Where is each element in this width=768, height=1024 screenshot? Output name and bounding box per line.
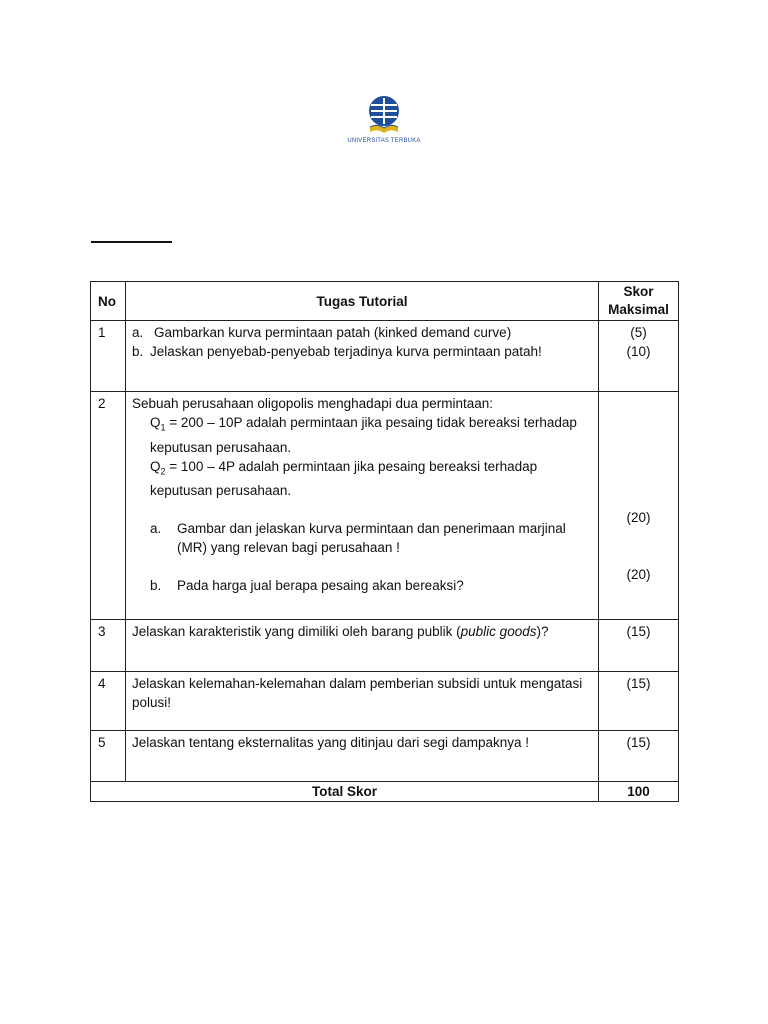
task-text-end: )? <box>536 624 549 639</box>
item-text-line: (MR) yang relevan bagi perusahaan ! <box>177 540 400 556</box>
item-text: Pada harga jual berapa pesaing akan bereaksi? <box>177 578 464 594</box>
total-value: 100 <box>599 782 679 802</box>
task-text: polusi! <box>132 695 172 710</box>
score-cell <box>599 392 679 620</box>
table-row <box>91 620 679 672</box>
university-logo <box>346 94 422 150</box>
ut-emblem-icon <box>364 94 404 138</box>
tutorial-task-table <box>90 281 679 802</box>
table-row <box>91 321 679 392</box>
q2-text: = 100 – 4P adalah permintaan jika pesaing bereaksi terhadap <box>165 458 538 474</box>
column-header-task: Tugas Tutorial <box>126 282 599 321</box>
q1-text: = 200 – 10P adalah permintaan jika pesaing tidak bereaksi terhadap <box>165 415 577 430</box>
task-text-italic: public goods <box>460 624 537 639</box>
score-value: (5) <box>630 325 647 340</box>
table-row <box>91 392 679 620</box>
task-item <box>132 576 592 595</box>
task-cell <box>126 392 599 620</box>
row-number: 2 <box>91 392 126 620</box>
score-value: (20) <box>626 567 651 582</box>
row-number: 4 <box>91 672 126 731</box>
table-row <box>91 672 679 731</box>
row-number: 1 <box>91 321 126 392</box>
row-number: 5 <box>91 731 126 782</box>
q1-continuation: keputusan perusahaan. <box>150 439 292 455</box>
item-label: a. <box>132 325 144 340</box>
total-label: Total Skor <box>91 782 599 802</box>
score-header-line1: Skor <box>623 284 654 299</box>
task-cell <box>126 321 599 392</box>
task-item <box>132 323 592 342</box>
q2-continuation: keputusan perusahaan. <box>150 483 292 499</box>
score-header-line2: Maksimal <box>608 302 669 317</box>
q1-symbol: Q <box>150 415 161 430</box>
q2-subscript: 2 <box>160 466 166 477</box>
row-number: 3 <box>91 620 126 672</box>
table-row <box>91 731 679 782</box>
task-item <box>132 519 592 557</box>
item-text-line: Gambar dan jelaskan kurva permintaan dan penerimaan marjinal <box>177 521 566 537</box>
task-cell <box>126 620 599 672</box>
score-value: (10) <box>626 344 651 359</box>
score-value: (15) <box>599 620 679 672</box>
score-cell <box>599 321 679 392</box>
demand-q2 <box>132 457 592 482</box>
task-item <box>132 342 592 361</box>
task-text: Jelaskan tentang eksternalitas yang ditinjau dari segi dampaknya ! <box>126 731 599 782</box>
task-intro: Sebuah perusahaan oligopolis menghadapi dua permintaan: <box>132 396 494 411</box>
table-header-row <box>91 282 679 321</box>
total-row <box>91 782 679 802</box>
demand-q1 <box>132 413 592 438</box>
column-header-no: No <box>91 282 126 321</box>
item-label: b. <box>150 578 162 594</box>
title-underline <box>91 241 172 243</box>
task-text: Jelaskan karakteristik yang dimiliki oleh barang publik ( <box>132 624 461 639</box>
task-cell <box>126 672 599 731</box>
column-header-score <box>599 282 679 321</box>
item-text: Gambarkan kurva permintaan patah (kinked demand curve) <box>154 325 512 340</box>
item-text: Jelaskan penyebab-penyebab terjadinya kurva permintaan patah! <box>150 344 542 359</box>
task-text: Jelaskan kelemahan-kelemahan dalam pemberian subsidi untuk mengatasi <box>132 676 583 691</box>
score-value: (15) <box>599 672 679 731</box>
score-value: (20) <box>626 510 651 525</box>
item-text <box>177 519 566 557</box>
item-label: a. <box>150 521 162 537</box>
score-value: (15) <box>599 731 679 782</box>
logo-caption: UNIVERSITAS TERBUKA <box>347 138 421 144</box>
q1-subscript: 1 <box>160 422 166 433</box>
q2-symbol: Q <box>150 458 161 474</box>
item-label: b. <box>132 344 144 359</box>
